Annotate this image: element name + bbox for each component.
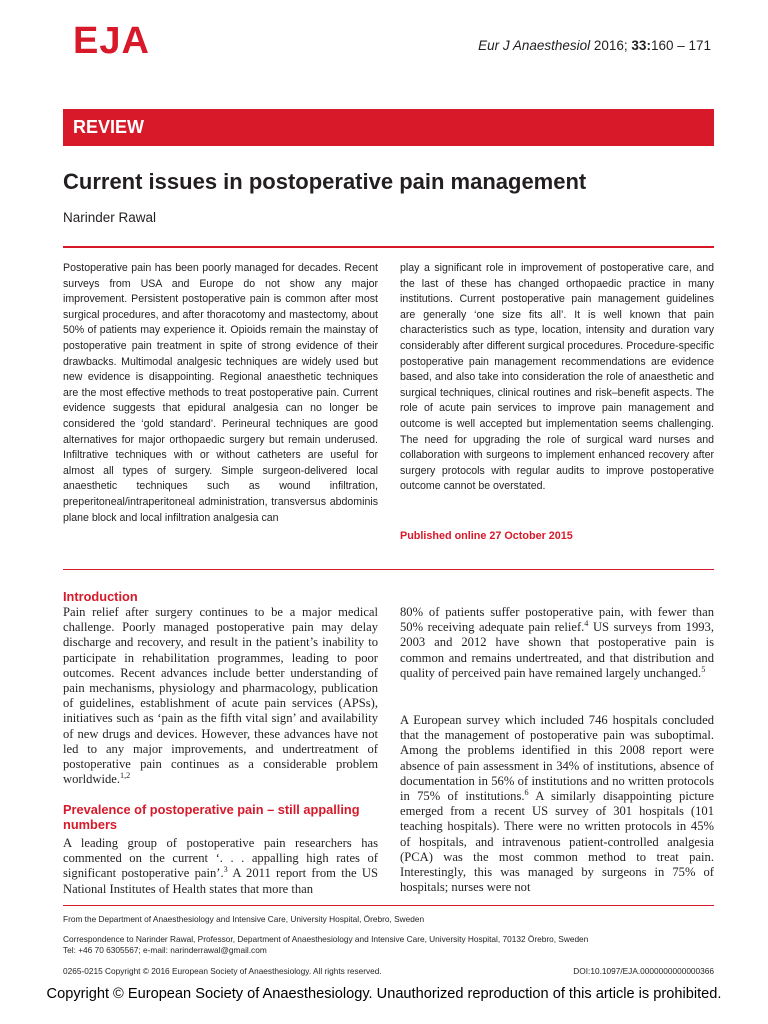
doi: DOI:10.1097/EJA.0000000000000366	[573, 966, 714, 976]
affiliation: From the Department of Anaesthesiology and Intensive Care, University Hospital, Örebro, Sweden	[63, 914, 425, 924]
column2-paragraph-1	[400, 605, 714, 681]
article-type-banner	[63, 109, 714, 146]
abstract-left-column: Postoperative pain has been poorly managed for decades. Recent surveys from USA and Europe do not show any major improvement. Persistent postoperative pain is common after most surgical procedures, and after thoracotomy and mastectomy, about 50% of patients may experience it. Opioids remain the mainstay of postoperative pain treatment in spite of strong evidence of their drawbacks. Multimodal analgesic techniques are widely used but new evidence is disappointing. Regional anaesthetic techniques are the most effective methods to treat postoperative pain. Current evidence suggests that epidural analgesia can no longer be considered the ‘gold standard’. Perineural techniques are good alternatives for major orthopaedic surgery but remain underused. Infiltrative techniques with or without catheters are useful for almost all types of surgery. Simple surgeon-delivered local anaesthetic techniques such as wound infiltration, preperitoneal/intraperitoneal administration, transversus abdominis plane block and local infiltration analgesia can	[63, 262, 378, 524]
abstract-right-column: play a significant role in improvement of postoperative care, and the last of these has changed orthopaedic practice in many institutions. Current postoperative pain management guidelines are generally ‘one size fits all’. It is well known that pain characteristics such as type, location, intensity and duration vary considerably after different surgical procedures. Procedure-specific postoperative pain management recommendations are evidence based, and also take into consideration the role of anaesthetic and surgical techniques, clinical routines and risk–benefit aspects. The role of acute pain services to improve pain management and outcome is well accepted but implementation seems challenging. The need for upgrading the role of surgical ward nurses and collaboration with surgeons to implement enhanced recovery after surgery protocols with regular audits to improve postoperative outcome cannot be overstated.	[400, 262, 714, 493]
introduction-text	[63, 605, 378, 787]
divider	[63, 569, 714, 570]
citation-pages: 160 – 171	[650, 38, 711, 53]
article-author: Narinder Rawal	[63, 210, 157, 225]
article-title: Current issues in postoperative pain management	[63, 169, 587, 194]
published-date: Published online 27 October 2015	[400, 530, 573, 542]
copyright-line: 0265-0215 Copyright © 2016 European Society of Anaesthesiology. All rights reserved.	[63, 966, 382, 976]
introduction-paragraph: Pain relief after surgery continues to be a major medical challenge. Poorly managed postoperative pain may delay discharge and recovery, and result in the patient’s inability to participate in rehabilitation programmes, leading to poor outcomes. Recent advances include better understanding of pain mechanisms, physiology and pharmacology, publication of guidelines, establishment of acute pain services (APSs), initiatives such as ‘pain as the fifth vital sign’ and availability of new drugs and devices. However, these advances have not led to any major improvements, and undertreatment of postoperative pain continues as a considerable problem worldwide.	[63, 605, 378, 787]
correspondence	[63, 934, 714, 956]
reference-marker: 5	[701, 664, 706, 674]
correspondence-address: Correspondence to Narinder Rawal, Professor, Department of Anaesthesiology and Intensive Care, University Hospital, 70132 Örebro, Sweden	[63, 934, 589, 944]
reference-marker: 1,2	[120, 771, 131, 781]
prevalence-paragraph-cont: A 2011 report from the US National Institutes of Health states that more than	[63, 866, 378, 896]
prevalence-text	[63, 836, 378, 897]
paragraph-text: A similarly disappointing picture emerged from a recent US survey of 301 hospitals (101 teaching hospitals). There were no written protocols in 45% of hospitals, and intravenous patient-controlled analgesia (PCA) was the most common method to treat pain. Interestingly, this was managed by surgeons in 75% of hospitals; nurses were not	[400, 789, 714, 895]
prevalence-paragraph: A leading group of postoperative pain researchers has commented on the current ‘. . . appalling high rates of significant postoperative pain’.	[63, 836, 378, 881]
section-heading-introduction: Introduction	[63, 589, 138, 604]
citation-volume: 33:	[631, 38, 651, 53]
reference-marker: 6	[524, 787, 529, 797]
citation	[478, 38, 711, 53]
citation-journal: Eur J Anaesthesiol	[478, 38, 591, 53]
section-heading-prevalence: Prevalence of postoperative pain – still appalling numbers	[63, 802, 360, 832]
reference-marker: 3	[223, 865, 228, 875]
paragraph-text: 80% of patients suffer postoperative pain, with fewer than 50% receiving adequate pain relief.	[400, 605, 714, 635]
citation-year: 2016;	[590, 38, 632, 53]
paragraph-text: A European survey which included 746 hospitals concluded that the management of postoperative pain was suboptimal. Among the problems identified in this 2008 report were absence of pain assessment in 34% of institutions, absence of documentation in 56% of institutions and no written protocols in 75% of institutions.	[400, 713, 714, 804]
correspondence-contact: Tel: +46 70 6305567; e-mail: narinderrawal@gmail.com	[63, 945, 267, 955]
paragraph-text: US surveys from 1993, 2003 and 2012 have shown that postoperative pain is common and remains undertreated, and that distribution and quality of perceived pain have remained largely unchanged.	[400, 620, 714, 680]
column2-paragraph-2	[400, 713, 714, 895]
divider	[63, 905, 714, 906]
copyright-notice: Copyright © European Society of Anaesthesiology. Unauthorized reproduction of this article is prohibited.	[46, 986, 722, 1002]
journal-logo: EJA	[73, 20, 150, 62]
article-type-label: REVIEW	[73, 117, 145, 137]
divider	[63, 246, 714, 248]
reference-marker: 4	[584, 619, 589, 629]
